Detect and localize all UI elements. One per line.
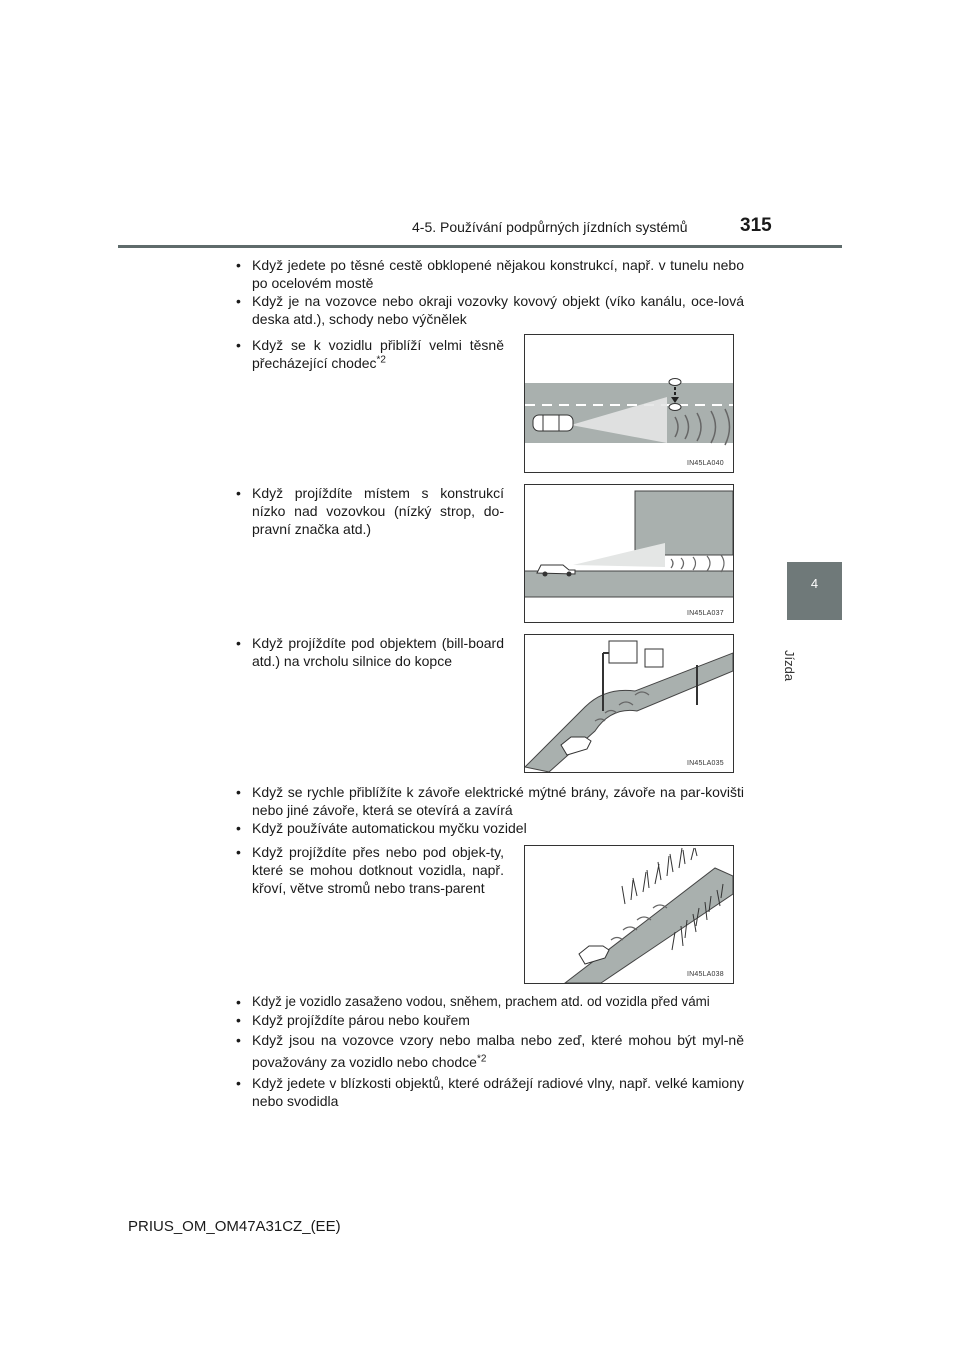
bullet-symbol: •	[236, 635, 241, 651]
document-code: PRIUS_OM_OM47A31CZ_(EE)	[128, 1218, 341, 1235]
figure-caption	[236, 484, 504, 538]
bullet-item	[236, 993, 746, 1011]
chapter-tab	[787, 562, 842, 620]
bullet-text: Když se k vozidlu přiblíží velmi těsně přecházející chodec	[252, 337, 504, 371]
bullet-text: Když projíždíte párou nebo kouřem	[252, 1012, 470, 1028]
figure-code: IN45LA035	[687, 760, 724, 767]
bushes-illustration	[525, 846, 733, 983]
page-number: 315	[740, 215, 772, 236]
bullet-symbol: •	[236, 293, 241, 309]
figure-pedestrian	[524, 334, 734, 473]
billboard-hill-illustration	[525, 635, 733, 772]
figure-code: IN45LA040	[687, 460, 724, 467]
bullet-item	[236, 1029, 744, 1073]
bullet-symbol: •	[236, 1012, 241, 1028]
bullet-text: Když projíždíte místem s konstrukcí nízko nad vozovkou (nízký strop, do-pravní značka atd.)	[252, 485, 504, 537]
figure-code: IN45LA037	[687, 610, 724, 617]
bullet-item	[236, 292, 744, 328]
bullet-symbol: •	[236, 1075, 241, 1091]
bullet-symbol: •	[236, 1032, 241, 1048]
figure-overhead-structure	[524, 484, 734, 623]
footnote-marker: *2	[376, 354, 386, 366]
bullet-text: Když je vozidlo zasaženo vodou, sněhem, prachem atd. od vozidla před vámi	[252, 994, 710, 1009]
bullet-symbol: •	[236, 337, 241, 353]
chapter-name: Jízda	[782, 650, 797, 682]
figure-caption	[236, 336, 504, 372]
bullet-text: Když projíždíte pod objektem (bill-board atd.) na vrcholu silnice do kopce	[252, 635, 504, 669]
bullet-item	[236, 1011, 744, 1029]
bullet-symbol: •	[236, 994, 241, 1010]
bullet-item	[236, 783, 744, 819]
bullet-text: Když projíždíte přes nebo pod objek-ty, které se mohou dotknout vozidla, např. křoví, větve stromů nebo trans-parent	[252, 844, 504, 896]
figure-bushes	[524, 845, 734, 984]
overhead-structure-illustration	[525, 485, 733, 622]
figure-code: IN45LA038	[687, 971, 724, 978]
bullet-text: Když se rychle přiblížíte k závoře elektrické mýtné brány, závoře na par-kovišti nebo jiné závoře, která se otevírá a zavírá	[252, 784, 744, 818]
pedestrian-illustration	[525, 335, 733, 472]
bullet-item	[236, 1074, 744, 1110]
section-title: 4-5. Používání podpůrných jízdních systémů	[412, 219, 688, 235]
bullet-text: Když jsou na vozovce vzory nebo malba nebo zeď, které mohou být myl-ně považovány za vozidlo nebo chodce	[252, 1032, 744, 1070]
bullet-symbol: •	[236, 820, 241, 836]
footnote-marker: *2	[476, 1053, 487, 1065]
figure-caption	[236, 843, 504, 897]
bullet-item	[236, 256, 744, 292]
bullet-text: Když je na vozovce nebo okraji vozovky kovový objekt (víko kanálu, oce-lová deska atd.), schody nebo výčnělek	[252, 293, 744, 327]
bullet-symbol: •	[236, 257, 241, 273]
bullet-text: Když jedete po těsné cestě obklopené nějakou konstrukcí, např. v tunelu nebo po ocelovém mostě	[252, 257, 744, 291]
bullet-symbol: •	[236, 485, 241, 501]
bullet-text: Když jedete v blízkosti objektů, které odrážejí radiové vlny, např. velké kamiony nebo svodidla	[252, 1075, 744, 1109]
figure-caption	[236, 634, 504, 670]
chapter-number: 4	[810, 576, 819, 591]
bullet-text: Když používáte automatickou myčku vozidel	[252, 820, 527, 836]
bullet-symbol: •	[236, 844, 241, 860]
bullet-symbol: •	[236, 784, 241, 800]
header-rule	[118, 245, 842, 248]
bullet-item	[236, 819, 744, 837]
figure-billboard-hill	[524, 634, 734, 773]
